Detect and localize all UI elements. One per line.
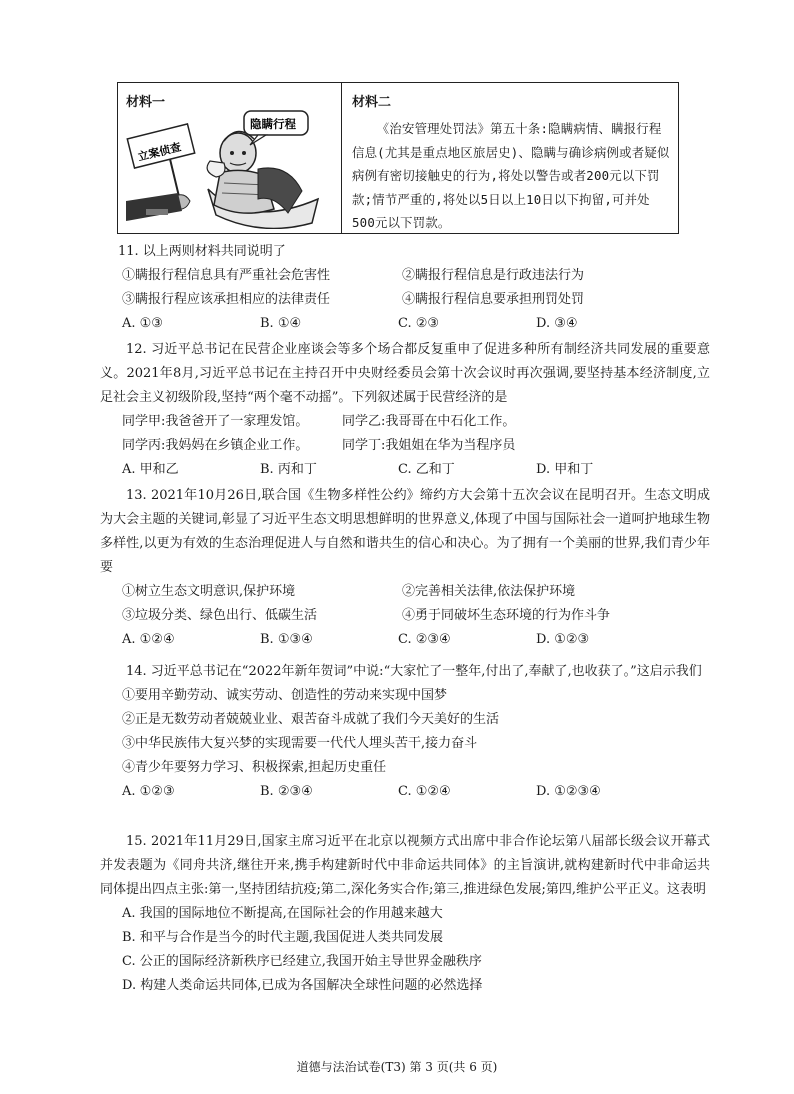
choice-d: D. 构建人类命运共同体,已成为各国解决全球性问题的必然选择 [122,978,483,993]
law-article-text: 《治安管理处罚法》第五十条:隐瞒病情、瞒报行程信息(尤其是重点地区旅居史)、隐瞒与确诊病例或者疑似病例有密切接触史的行为,将处以警告或者200元以下罚款;情节严重的,将处以5日以上10日以下拘留,可并处500元以下罚款。 [352,121,670,230]
choice-d: D. 甲和丁 [536,462,594,477]
option-item: ①瞒报行程信息具有严重社会危害性 [122,268,331,283]
option-item: ③瞒报行程应该承担相应的法律责任 [122,292,331,307]
choice-b: B. ①③④ [260,632,313,647]
cartoon-sign-text: 立案侦查 [136,140,183,164]
option-item: ③中华民族伟大复兴梦的实现需要一代代人埋头苦干,接力奋斗 [122,736,478,751]
question-stem: 13. 2021年10月26日,联合国《生物多样性公约》缔约方大会第十五次会议在昆明召开。生态文明成为大会主题的关键词,彰显了习近平生态文明思想鲜明的世界意义,体现了中国与国际社会一道呵护地球生物多样性,以更为有效的生态治理促进人与自然和谐共生的信心和决心。为了拥有一个美丽的世界,我们青少年要 [100,488,710,575]
choice-row [100,628,710,652]
choice-c: C. ②③④ [398,632,451,647]
choice-row [100,312,710,336]
page-footer: 道德与法治试卷(T3) 第 3 页(共 6 页) [296,1060,498,1074]
question-13 [100,484,710,652]
cartoon-illustration [126,109,334,229]
material-two-cell [342,83,678,233]
choice-b: B. ②③④ [260,784,313,799]
option-item: ②正是无数劳动者兢兢业业、艰苦奋斗成就了我们今天美好的生活 [122,712,500,727]
choice-b: B. 丙和丁 [260,462,317,477]
option-item: ④瞒报行程信息要承担刑罚处罚 [402,292,585,307]
choice-d: D. ①②③ [536,632,590,647]
choice-b: B. 和平与合作是当今的时代主题,我国促进人类共同发展 [122,930,443,945]
choice-a: A. 我国的国际地位不断提高,在国际社会的作用越来越大 [122,906,443,921]
option-row [100,410,710,434]
option-item: 同学甲:我爸爸开了一家理发馆。 [122,414,309,429]
option-row [100,288,710,312]
choice-a: A. ①②④ [122,632,175,647]
question-14 [100,660,710,804]
choice-c: C. ①②④ [398,784,451,799]
question-11 [100,240,710,336]
option-row [100,264,710,288]
choice-b: B. ①④ [260,316,302,331]
choice-d: D. ①②③④ [536,784,601,799]
option-item: ③垃圾分类、绿色出行、低碳生活 [122,608,318,623]
question-stem: 11. 以上两则材料共同说明了 [118,244,286,259]
option-item: ④勇于同破坏生态环境的行为作斗争 [402,608,611,623]
choice-a: A. ①③ [122,316,163,331]
option-item: ④青少年要努力学习、积极探索,担起历史重任 [122,760,387,775]
material-one-cell [118,83,342,233]
material-one-label: 材料一 [126,95,166,110]
option-row [100,434,710,458]
question-12 [100,338,710,482]
cartoon-bubble-text: 隐瞒行程 [250,117,296,131]
option-row [100,580,710,604]
question-stem: 14. 习近平总书记在“2022年新年贺词”中说:“大家忙了一整年,付出了,奉献了,也收获了。”这启示我们 [126,664,702,679]
choice-c: C. ②③ [398,316,440,331]
choice-a: A. ①②③ [122,784,175,799]
choice-d: D. ③④ [536,316,578,331]
choice-c: C. 公正的国际经济新秩序已经建立,我国开始主导世界金融秩序 [122,954,482,969]
choice-row [100,458,710,482]
choice-row [100,780,710,804]
question-stem: 15. 2021年11月29日,国家主席习近平在北京以视频方式出席中非合作论坛第八届部长级会议开幕式并发表题为《同舟共济,继往开来,携手构建新时代中非命运共同体》的主旨演讲,就构建新时代中非命运共同体提出四点主张:第一,坚持团结抗疫;第二,深化务实合作;第三,推进绿色发展;第四,维护公平正义。这表明 [100,834,710,897]
option-item: ②完善相关法律,依法保护环境 [402,584,576,599]
choice-c: C. 乙和丁 [398,462,455,477]
material-two-label: 材料二 [352,95,392,110]
option-item: 同学丙:我妈妈在乡镇企业工作。 [122,438,309,453]
materials-table [117,82,679,234]
option-item: 同学乙:我哥哥在中石化工作。 [342,414,516,429]
question-15 [100,830,710,998]
question-stem: 12. 习近平总书记在民营企业座谈会等多个场合都反复重申了促进多种所有制经济共同发展的重要意义。2021年8月,习近平总书记在主持召开中央财经委员会第十次会议时再次强调,要坚持基本经济制度,立足社会主义初级阶段,坚持“两个毫不动摇”。下列叙述属于民营经济的是 [100,342,710,405]
option-item: 同学丁:我姐姐在华为当程序员 [342,438,516,453]
option-item: ②瞒报行程信息是行政违法行为 [402,268,585,283]
choice-a: A. 甲和乙 [122,462,179,477]
option-item: ①树立生态文明意识,保护环境 [122,584,296,599]
option-item: ①要用辛勤劳动、诚实劳动、创造性的劳动来实现中国梦 [122,688,448,703]
option-row [100,604,710,628]
